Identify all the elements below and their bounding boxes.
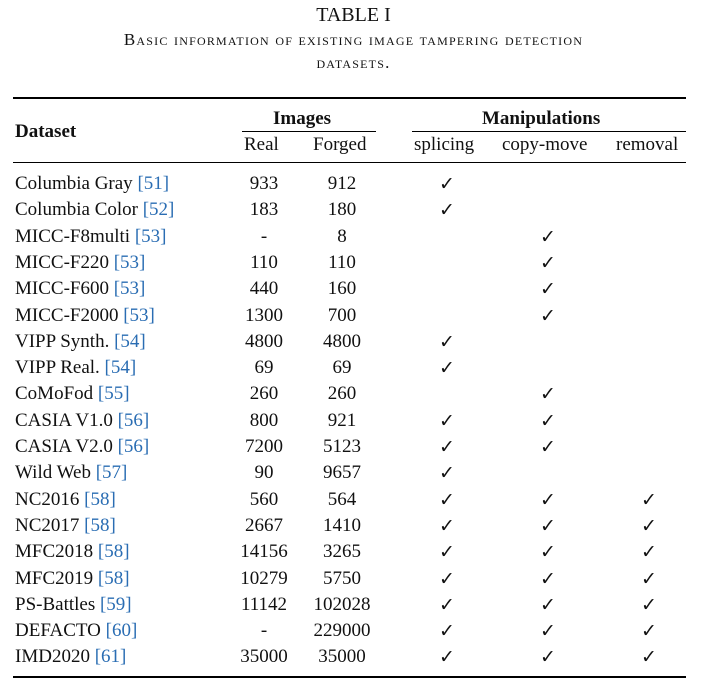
dataset-name: [15, 646, 126, 668]
dataset-name-text: VIPP Real.: [15, 357, 105, 378]
dataset-name-text: MFC2019: [15, 568, 98, 589]
citation-link[interactable]: [61]: [94, 646, 127, 667]
removal-check-icon: ✓: [641, 646, 657, 668]
splicing-check-icon: ✓: [439, 462, 455, 484]
dataset-name-text: CASIA V2.0: [15, 436, 118, 457]
table-caption-line-2: datasets.: [316, 53, 391, 72]
dataset-name: [15, 515, 116, 537]
copy-move-check-icon: ✓: [540, 436, 556, 458]
removal-check-icon: ✓: [641, 541, 657, 563]
removal-check-icon: ✓: [641, 515, 657, 537]
forged-count: 5750: [323, 568, 361, 589]
forged-count: 160: [327, 278, 357, 299]
forged-count: 9657: [323, 462, 361, 483]
citation-link[interactable]: [53]: [113, 278, 146, 299]
splicing-check-icon: ✓: [439, 199, 455, 221]
dataset-name-text: Wild Web: [15, 462, 96, 483]
images-group-rule: [242, 131, 376, 132]
table-title: TABLE I: [316, 4, 391, 26]
removal-check-icon: ✓: [641, 489, 657, 511]
copy-move-check-icon: ✓: [540, 620, 556, 642]
citation-link[interactable]: [55]: [97, 383, 130, 404]
citation-link[interactable]: [53]: [123, 305, 155, 326]
dataset-name: [15, 331, 146, 353]
dataset-name: [15, 199, 174, 221]
dataset-name: [15, 568, 130, 590]
header-rule: [13, 162, 686, 163]
citation-link[interactable]: [58]: [84, 515, 116, 536]
real-count: 183: [249, 199, 279, 220]
citation-link[interactable]: [54]: [114, 331, 146, 352]
real-count: 260: [249, 383, 279, 404]
splicing-check-icon: ✓: [439, 436, 455, 458]
splicing-check-icon: ✓: [439, 357, 455, 379]
dataset-name: [15, 383, 130, 405]
dataset-name: [15, 620, 137, 642]
citation-link[interactable]: [58]: [84, 489, 116, 510]
header-splicing: splicing: [414, 134, 475, 155]
forged-count: 110: [328, 252, 356, 273]
dataset-name: [15, 594, 132, 616]
copy-move-check-icon: ✓: [540, 489, 556, 511]
citation-link[interactable]: [54]: [104, 357, 137, 378]
forged-count: 180: [327, 199, 357, 220]
dataset-name: [15, 541, 130, 563]
dataset-name: [15, 173, 169, 195]
removal-check-icon: ✓: [641, 620, 657, 642]
forged-count: 1410: [323, 515, 361, 536]
dataset-name-text: CoMoFod: [15, 383, 98, 404]
manipulations-group-rule: [412, 131, 686, 132]
dataset-name: [15, 278, 145, 300]
real-count: 14156: [240, 541, 288, 562]
dataset-name-text: DEFACTO: [15, 620, 106, 641]
real-count: 11142: [240, 594, 288, 615]
citation-link[interactable]: [51]: [137, 173, 170, 194]
dataset-name-text: IMD2020: [15, 646, 95, 667]
dataset-name: [15, 252, 145, 274]
copy-move-check-icon: ✓: [540, 305, 556, 327]
forged-count: 3265: [323, 541, 361, 562]
real-count: 933: [249, 173, 279, 194]
real-count: 440: [249, 278, 279, 299]
copy-move-check-icon: ✓: [540, 515, 556, 537]
forged-count: 921: [327, 410, 357, 431]
dataset-name-text: NC2016: [15, 489, 85, 510]
header-copy-move: copy-move: [502, 134, 588, 155]
forged-count: 8: [337, 226, 347, 247]
citation-link[interactable]: [58]: [97, 541, 130, 562]
real-count: -: [260, 620, 268, 641]
forged-count: 912: [327, 173, 357, 194]
forged-count: 564: [327, 489, 357, 510]
top-rule: [13, 97, 686, 99]
real-count: 69: [254, 357, 274, 378]
copy-move-check-icon: ✓: [540, 541, 556, 563]
citation-link[interactable]: [57]: [95, 462, 128, 483]
splicing-check-icon: ✓: [439, 173, 455, 195]
real-count: 10279: [240, 568, 288, 589]
header-manipulations: Manipulations: [482, 108, 601, 129]
dataset-name-text: MICC-F8multi: [15, 226, 135, 247]
dataset-name-text: MFC2018: [15, 541, 98, 562]
real-count: 560: [249, 489, 279, 510]
citation-link[interactable]: [53]: [113, 252, 146, 273]
splicing-check-icon: ✓: [439, 620, 455, 642]
removal-check-icon: ✓: [641, 568, 657, 590]
real-count: 4800: [245, 331, 283, 352]
dataset-name-text: MICC-F220: [15, 252, 114, 273]
dataset-name-text: MICC-F2000: [15, 305, 124, 326]
splicing-check-icon: ✓: [439, 541, 455, 563]
header-forged: Forged: [313, 134, 367, 155]
dataset-name-text: Columbia Gray: [15, 173, 138, 194]
splicing-check-icon: ✓: [439, 331, 455, 353]
table-caption-line-1: Basic information of existing image tampering detection: [123, 30, 584, 49]
copy-move-check-icon: ✓: [540, 252, 556, 274]
copy-move-check-icon: ✓: [540, 646, 556, 668]
real-count: 90: [254, 462, 274, 483]
citation-link[interactable]: [56]: [117, 436, 150, 457]
dataset-name-text: Columbia Color: [15, 199, 143, 220]
dataset-name: [15, 305, 155, 327]
citation-link[interactable]: [59]: [99, 594, 132, 615]
citation-link[interactable]: [60]: [105, 620, 138, 641]
dataset-name: [15, 357, 136, 379]
forged-count: 5123: [323, 436, 361, 457]
forged-count: 35000: [318, 646, 366, 667]
copy-move-check-icon: ✓: [540, 594, 556, 616]
forged-count: 229000: [313, 620, 371, 641]
citation-link[interactable]: [52]: [142, 199, 175, 220]
citation-link[interactable]: [58]: [97, 568, 130, 589]
copy-move-check-icon: ✓: [540, 410, 556, 432]
forged-count: 700: [327, 305, 357, 326]
dataset-name-text: CASIA V1.0: [15, 410, 118, 431]
forged-count: 260: [327, 383, 357, 404]
header-removal: removal: [616, 134, 679, 155]
copy-move-check-icon: ✓: [540, 226, 556, 248]
forged-count: 102028: [313, 594, 371, 615]
dataset-name: [15, 436, 149, 458]
real-count: 1300: [245, 305, 283, 326]
splicing-check-icon: ✓: [439, 568, 455, 590]
header-images: Images: [273, 108, 332, 129]
splicing-check-icon: ✓: [439, 646, 455, 668]
splicing-check-icon: ✓: [439, 410, 455, 432]
citation-link[interactable]: [53]: [134, 226, 167, 247]
forged-count: 4800: [323, 331, 361, 352]
copy-move-check-icon: ✓: [540, 278, 556, 300]
removal-check-icon: ✓: [641, 594, 657, 616]
dataset-name: [15, 226, 166, 248]
dataset-name: [15, 489, 116, 511]
dataset-name-text: NC2017: [15, 515, 85, 536]
bottom-rule: [13, 676, 686, 678]
dataset-name: [15, 462, 127, 484]
copy-move-check-icon: ✓: [540, 383, 556, 405]
dataset-name: [15, 410, 149, 432]
real-count: 110: [250, 252, 278, 273]
citation-link[interactable]: [56]: [117, 410, 150, 431]
dataset-name-text: PS-Battles: [15, 594, 100, 615]
splicing-check-icon: ✓: [439, 594, 455, 616]
forged-count: 69: [332, 357, 352, 378]
header-real: Real: [244, 134, 279, 155]
splicing-check-icon: ✓: [439, 489, 455, 511]
real-count: 2667: [245, 515, 283, 536]
dataset-name-text: VIPP Synth.: [15, 331, 115, 352]
real-count: 7200: [245, 436, 283, 457]
header-dataset: Dataset: [15, 121, 77, 142]
real-count: 35000: [240, 646, 288, 667]
dataset-name-text: MICC-F600: [15, 278, 114, 299]
real-count: -: [260, 226, 268, 247]
splicing-check-icon: ✓: [439, 515, 455, 537]
real-count: 800: [249, 410, 279, 431]
copy-move-check-icon: ✓: [540, 568, 556, 590]
